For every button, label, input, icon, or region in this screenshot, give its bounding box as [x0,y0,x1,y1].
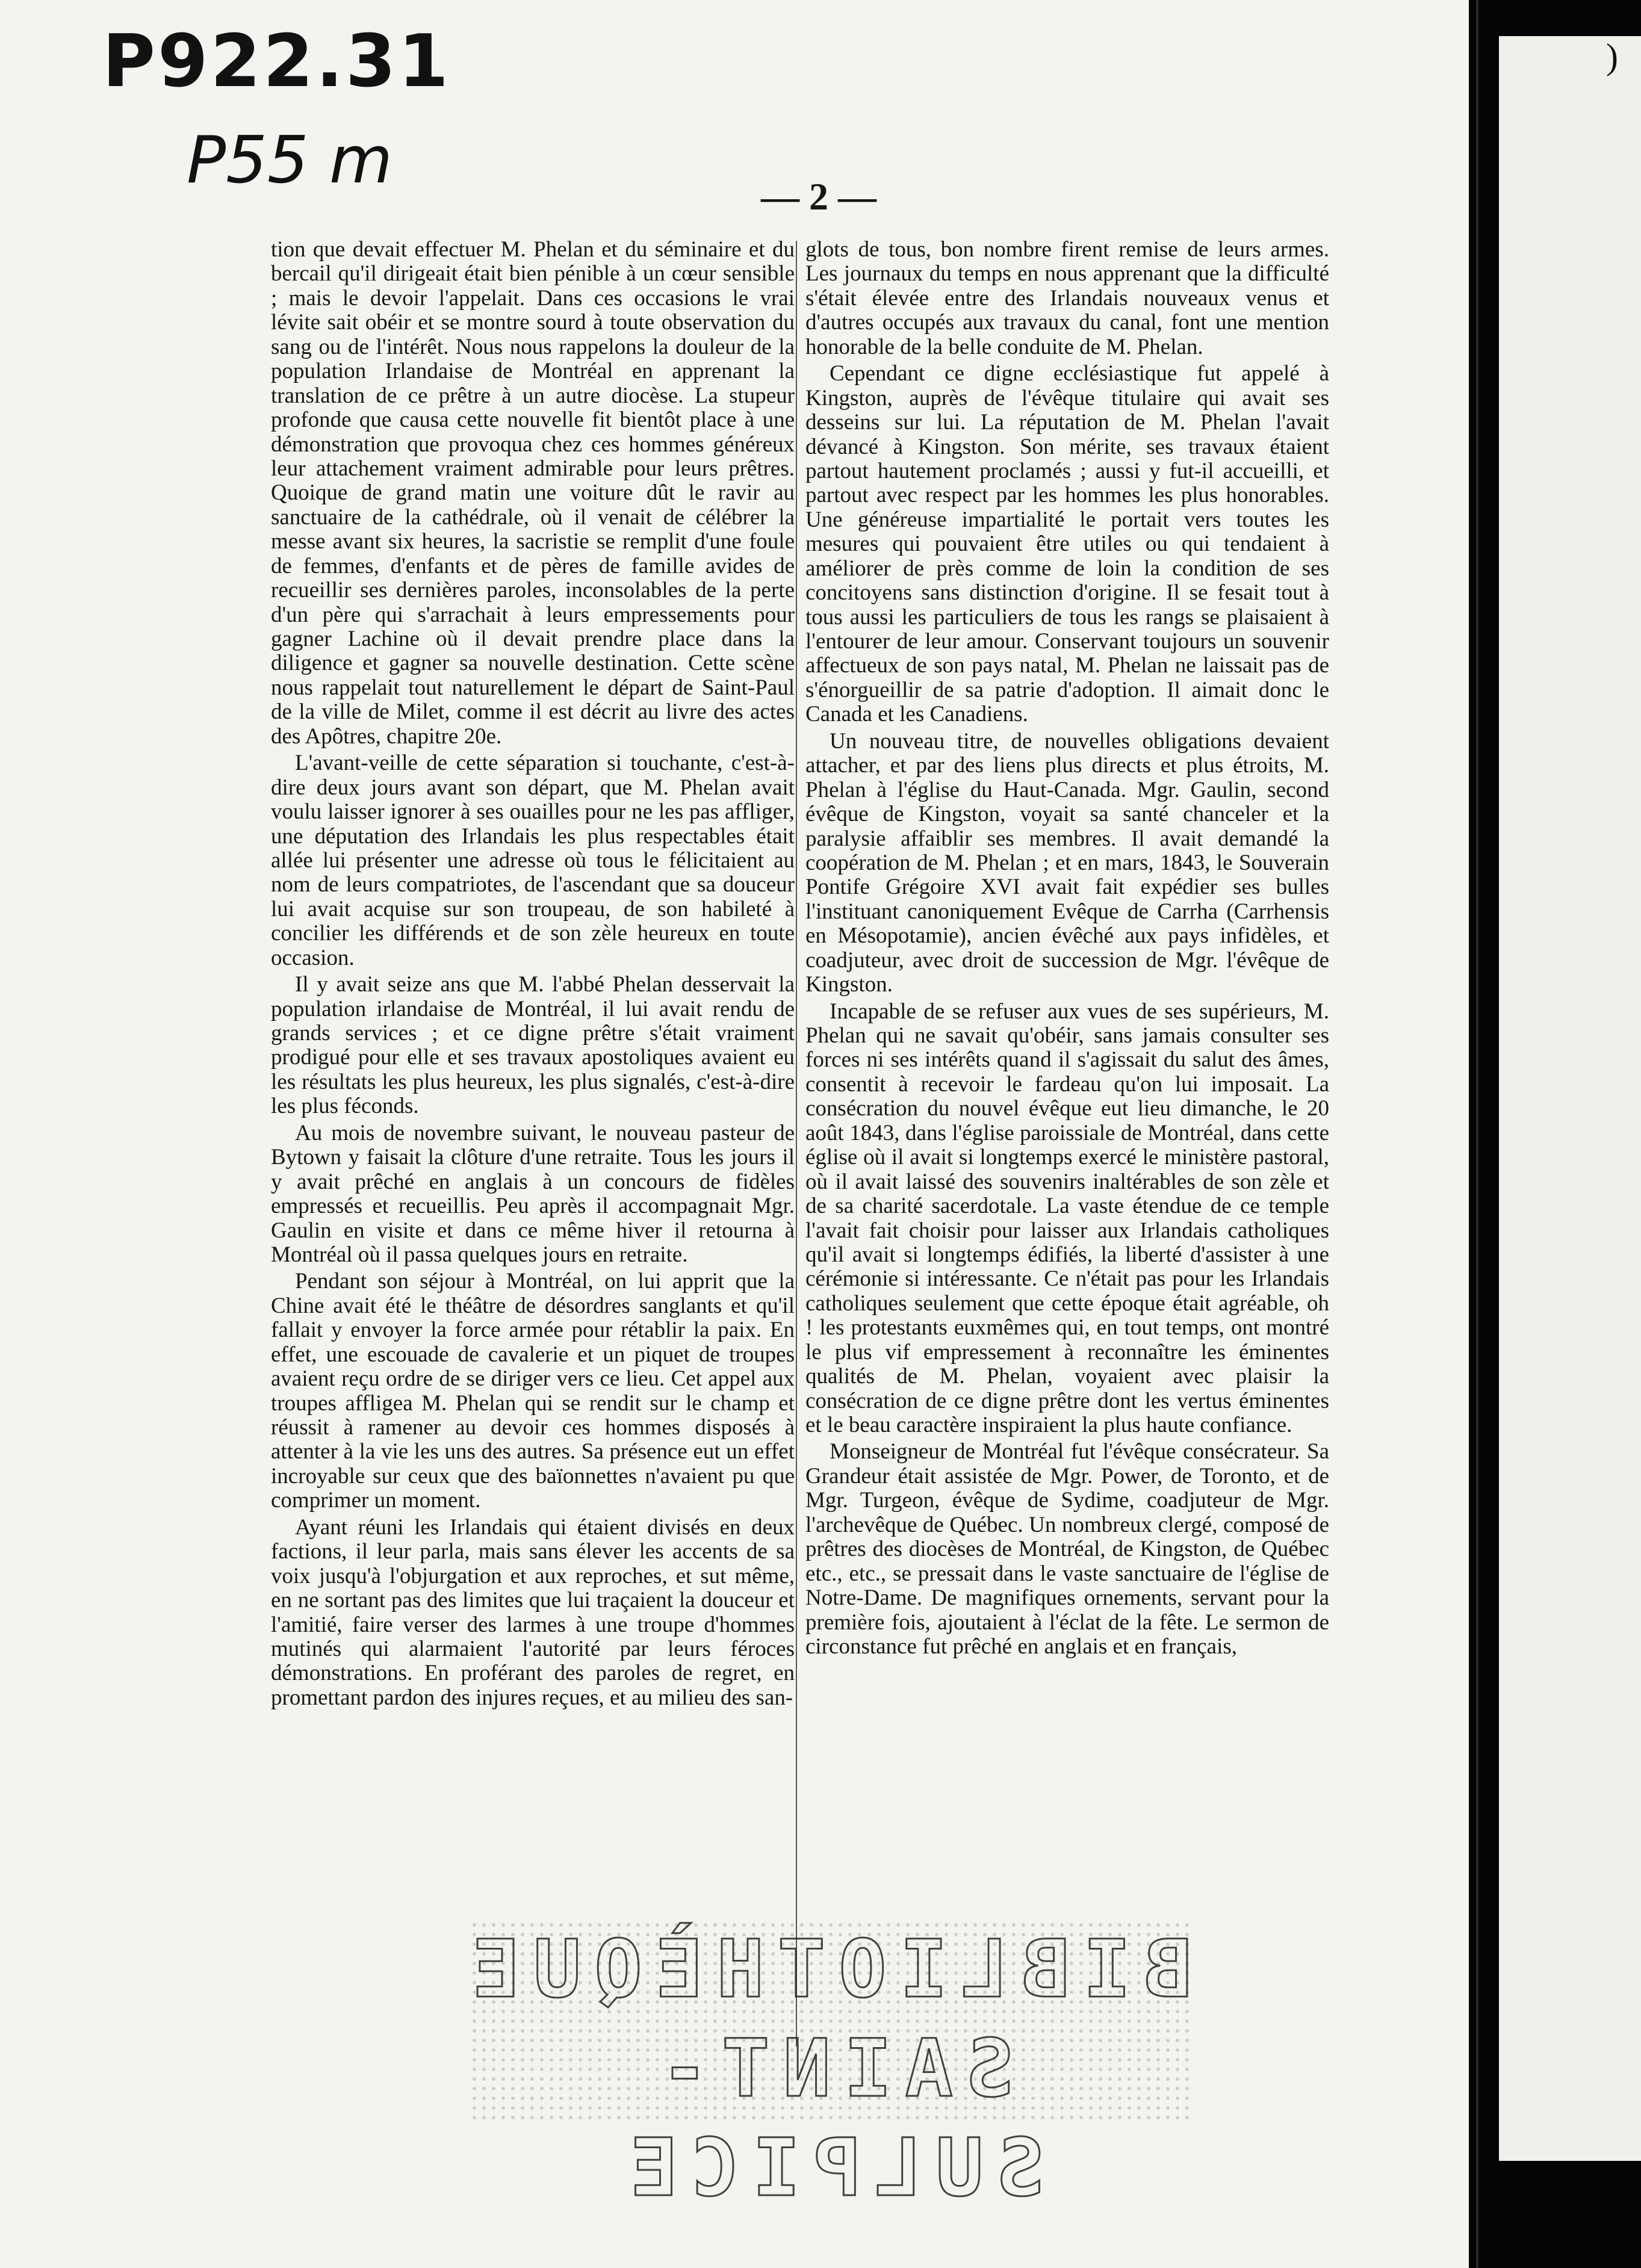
call-number-line1: P922.31 [102,20,451,104]
paragraph: glots de tous, bon nombre firent remise de leurs armes. Les journaux du temps en nous apprenant que la difficulté s'était élevée entre des Irlandais nouveaux venus et d'autres occupés aux travaux du canal, font une mention honorable de la belle conduite de M. Phelan. [805,237,1329,359]
right-text-column [805,238,1329,1659]
stamp-line1: BIBLIOTHÈQUE [459,1923,1192,2016]
paragraph: Au mois de novembre suivant, le nouveau pasteur de Bytown y faisait la clôture d'une retraite. Tous les jours il y avait prêché en anglais à un concours de fidèles empressés et recueillis. Peu après il accompagnait Mgr. Gaulin en visite et dans ce même hiver il retourna à Montréal où il passa quelques jours en retraite. [271,1120,795,1267]
facing-page-edge [1499,36,1641,2161]
library-perforation-stamp [459,1920,1192,2218]
left-text-column [271,238,795,1710]
stray-mark: ) [1606,37,1618,76]
paragraph: Ayant réuni les Irlandais qui étaient divisés en deux factions, il leur parla, mais sans élever les accents de sa voix jusqu'à l'objurgation et aux reproches, et sut même, en ne sortant pas des limites que lui traçaient la douceur et l'amitié, faire verser des larmes à une troupe d'hommes mutinés qui alarmaient l'autorité par leurs féroces démonstrations. En proférant des paroles de regret, en promettant pardon des injures reçues, et au milieu des san- [271,1514,795,1710]
page-number: — 2 — [761,175,876,218]
paragraph: tion que devait effectuer M. Phelan et du séminaire et du bercail qu'il dirigeait était bien pénible à un cœur sensible ; mais le devoir l'appelait. Dans ces occasions le vrai lévite sait obéir et se montre sourd à toute observation du sang ou de l'intérêt. Nous nous rappelons la douleur de la population Irlandaise de Montréal en apprenant la translation de ce prêtre à un autre diocèse. La stupeur profonde que causa cette nouvelle fit bientôt place à une démonstration que provoqua chez ces hommes généreux leur attachement vraiment admirable pour leurs prêtres. Quoique de grand matin une voiture dût le ravir au sanctuaire de la cathédrale, où il venait de célébrer la messe avant six heures, la sacristie se remplit d'une foule de femmes, d'enfants et de pères de famille avides de recueillir ses dernières paroles, inconsolables de la perte d'un père qui s'arrachait à leurs empressements pour gagner Lachine où il devait prendre place dans la diligence et gagner sa nouvelle destination. Cette scène nous rappelait tout naturellement le départ de Saint-Paul de la ville de Milet, comme il est décrit au livre des actes des Apôtres, chapitre 20e. [271,237,795,749]
paragraph: Un nouveau titre, de nouvelles obligations devaient attacher, et par des liens plus directs et plus étroits, M. Phelan à l'église du Haut-Canada. Mgr. Gaulin, second évêque de Kingston, voyait sa santé chanceler et la paralysie affaiblir ses membres. Il avait demandé la coopération de M. Phelan ; et en mars, 1843, le Souverain Pontife Grégoire XVI avait fait expédier ses bulles l'instituant canoniquement Evêque de Carrha (Carrhensis en Mésopotamie), ancien évêché aux pays infidèles, et coadjuteur, avec droit de succession de Mgr. l'évêque de Kingston. [805,728,1329,997]
paragraph: L'avant-veille de cette séparation si touchante, c'est-à-dire deux jours avant son départ, que M. Phelan avait voulu laisser ignorer à ses ouailles pour ne les pas affliger, une députation des Irlandais les plus respectables était allée lui présenter une adresse où tous le félicitaient au nom de leurs compatriotes, de l'ascendant que sa douceur lui avait acquise sur son troupeau, de son habileté à concilier les différends et de son zèle heureux en toute occasion. [271,751,795,970]
paragraph: Pendant son séjour à Montréal, on lui apprit que la Chine avait été le théâtre de désordres sanglants et qu'il fallait y envoyer la force armée pour rétablir la paix. En effet, une escouade de cavalerie et un piquet de troupes avaient reçu ordre de se diriger vers ce lieu. Cet appel aux troupes affligea M. Phelan qui se rendit sur le champ et réussit à ramener au devoir ces hommes disposés à attenter à la vie les uns des autres. Sa présence eut un effet incroyable sur ceux que des baïonnettes n'avaient pu que comprimer un moment. [271,1269,795,1513]
column-divider [796,241,797,2046]
stamp-line2: SAINT-SULPICE [616,2022,1045,2214]
paragraph: Il y avait seize ans que M. l'abbé Phelan desservait la population irlandaise de Montréal, il lui avait rendu de grands services ; et ce digne prêtre s'était vraiment prodigué pour elle et ses travaux apostoliques avaient eu les résultats les plus heureux, les plus signalés, c'est-à-dire les plus féconds. [271,972,795,1119]
paragraph: Incapable de se refuser aux vues de ses supérieurs, M. Phelan qui ne savait qu'obéir, sans jamais consulter ses forces ni ses intérêts quand il s'agissait du salut des âmes, consentit à recevoir le fardeau qu'on lui imposait. La consécration du nouvel évêque eut lieu dimanche, le 20 août 1843, dans l'église paroissiale de Montréal, dans cette église où il avait si longtemps exercé le ministère pastoral, où il avait laissé des souvenirs inaltérables de son zèle et de sa charité sacerdotale. La vaste étendue de ce temple l'avait fait choisir pour laisser aux Irlandais catholiques qu'il avait si longtemps édifiés, la liberté d'assister à une cérémonie si intéressante. Ce n'était pas pour les Irlandais catholiques seulement que cette époque était agréable, oh ! les protestants euxmêmes qui, en tout temps, ont montré le plus vif empressement à reconnaître les éminentes qualités de M. Phelan, voyaient avec plaisir la consécration de ce digne prêtre dont les vertus éminentes et le beau caractère inspiraient la plus haute confiance. [805,999,1329,1437]
call-number-line2: P55 m [187,123,393,198]
paragraph: Cependant ce digne ecclésiastique fut appelé à Kingston, auprès de l'évêque titulaire qui avait ses desseins sur lui. La réputation de M. Phelan l'avait dévancé à Kingston. Son mérite, ses travaux étaient partout hautement proclamés ; aussi y fut-il accueilli, et partout avec respect par les hommes les plus honorables. Une généreuse impartialité le portait vers toutes les mesures qui pouvaient être utiles ou qui tendaient à améliorer de près comme de loin la condition de ses concitoyens sans distinction d'origine. Il se fesait tout à tous aussi les particuliers de tous les rangs se plaisaient à l'entourer de leur amour. Conservant toujours un souvenir affectueux de son pays natal, M. Phelan ne laissait pas de s'énorgueillir de sa patrie d'adoption. Il aimait donc le Canada et les Canadiens. [805,361,1329,727]
gutter-line [1476,0,1478,2268]
call-number [102,20,451,198]
paragraph: Monseigneur de Montréal fut l'évêque consécrateur. Sa Grandeur était assistée de Mgr. Power, de Toronto, et de Mgr. Turgeon, évêque de Sydime, coadjuteur de Mgr. l'archevêque de Québec. Un nombreux clergé, composé de prêtres des diocèses de Montréal, de Kingston, de Québec etc., etc., se pressait dans le vaste sanctuaire de l'église de Notre-Dame. De magnifiques ornements, servant pour la première fois, ajoutaient à l'éclat de la fête. Le sermon de circonstance fut prêché en anglais et en français, [805,1439,1329,1659]
